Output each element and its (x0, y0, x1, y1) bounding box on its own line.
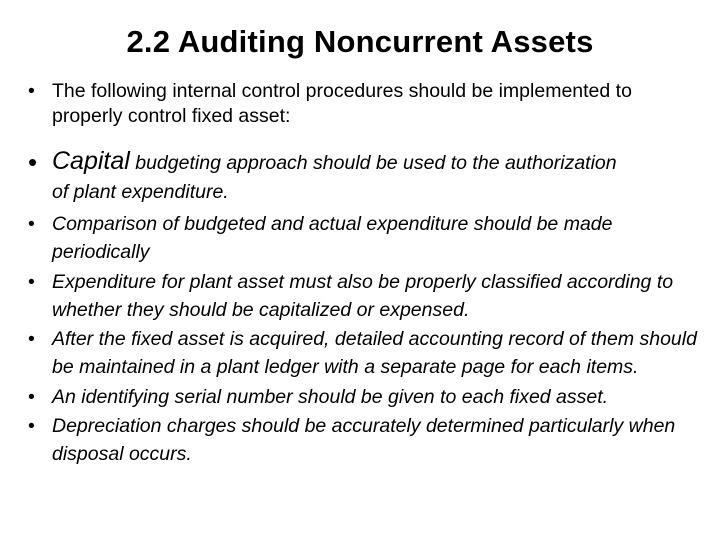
list-item-text: Depreciation charges should be accurately determined particularly when disposal occurs. (52, 415, 676, 465)
bullet-icon: • (28, 385, 35, 408)
bullet-icon: • (28, 328, 35, 350)
list-item-text: Comparison of budgeted and actual expenditure should be made periodically (52, 213, 613, 263)
list-item-text: An identifying serial number should be given to each fixed asset. (52, 385, 609, 408)
list-item-lead-word: Capital (52, 147, 130, 175)
intro-bullet-item (28, 79, 704, 129)
bullet-icon: • (28, 213, 35, 235)
bullet-icon: • (28, 80, 35, 102)
list-item (28, 268, 714, 324)
bullet-icon: • (28, 415, 35, 437)
slide-title: 2.2 Auditing Noncurrent Assets (126, 24, 594, 59)
list-item-text: budgeting approach should be used to the authorization (129, 152, 617, 174)
list-item (28, 383, 714, 411)
list-item (28, 210, 714, 266)
intro-block (28, 79, 704, 129)
bullet-icon: • (28, 147, 38, 177)
bullet-icon: • (28, 270, 35, 293)
list-item-text: Expenditure for plant asset must also be properly classified according to whether they should be capitalized or expensed. (52, 270, 674, 321)
list-item-text-continued: of plant expenditure. (52, 181, 229, 203)
list-item-text: After the fixed asset is acquired, detailed accounting record of them should be maintained in a plant ledger with a separate page for each items. (52, 328, 697, 378)
list-item (28, 146, 714, 206)
list-item (28, 325, 714, 381)
intro-text: The following internal control procedures should be implemented to properly control fixed asset: (52, 80, 632, 127)
list-item (28, 412, 714, 468)
procedures-list (28, 146, 714, 470)
